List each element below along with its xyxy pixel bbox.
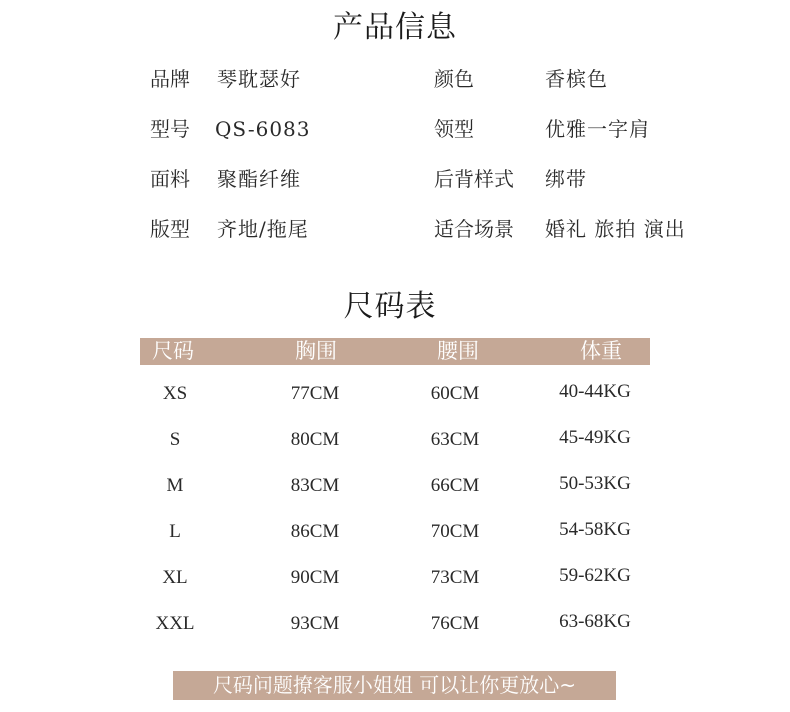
table-cell-waist: 66CM	[430, 475, 480, 496]
table-cell-bust: 80CM	[290, 429, 340, 450]
info-label-color: 颜色	[434, 67, 474, 91]
table-cell-bust: 93CM	[290, 613, 340, 634]
table-cell-waist: 60CM	[430, 383, 480, 404]
info-label-neckline: 领型	[434, 117, 474, 141]
table-cell-size: XXL	[155, 613, 195, 634]
info-value-neckline: 优雅一字肩	[545, 117, 650, 141]
size-chart-title: 尺码表	[343, 289, 437, 324]
table-cell-weight: 54-58KG	[559, 519, 631, 540]
info-label-occasion: 适合场景	[434, 217, 514, 241]
product-info-title: 产品信息	[333, 10, 457, 45]
table-cell-bust: 83CM	[290, 475, 340, 496]
info-value-fabric: 聚酯纤维	[217, 167, 301, 191]
table-cell-size: XS	[162, 383, 188, 404]
info-value-back-style: 绑带	[545, 167, 587, 191]
info-label-back-style: 后背样式	[434, 167, 514, 191]
header-waist: 腰围	[437, 339, 479, 363]
table-cell-bust: 77CM	[290, 383, 340, 404]
info-value-fit: 齐地/拖尾	[217, 217, 309, 241]
info-label-fit: 版型	[150, 217, 190, 241]
info-value-brand: 琴耽瑟好	[217, 67, 301, 91]
table-cell-bust: 90CM	[290, 567, 340, 588]
size-chart-header	[140, 338, 650, 365]
table-cell-waist: 76CM	[430, 613, 480, 634]
info-value-color: 香槟色	[545, 67, 608, 91]
table-cell-bust: 86CM	[290, 521, 340, 542]
info-value-occasion: 婚礼 旅拍 演出	[545, 217, 686, 241]
header-bust: 胸围	[295, 339, 337, 363]
table-cell-waist: 63CM	[430, 429, 480, 450]
table-cell-weight: 40-44KG	[559, 381, 631, 402]
table-cell-size: M	[166, 475, 184, 496]
header-weight: 体重	[580, 339, 622, 363]
table-cell-weight: 50-53KG	[559, 473, 631, 494]
info-value-model: QS-6083	[215, 117, 311, 141]
table-cell-weight: 45-49KG	[559, 427, 631, 448]
table-cell-size: S	[169, 429, 181, 450]
table-cell-size: L	[169, 521, 181, 542]
table-cell-size: XL	[162, 567, 188, 588]
table-cell-weight: 59-62KG	[559, 565, 631, 586]
table-cell-weight: 63-68KG	[559, 611, 631, 632]
table-cell-waist: 70CM	[430, 521, 480, 542]
customer-service-banner: 尺码问题撩客服小姐姐 可以让你更放心~	[173, 671, 616, 700]
info-label-model: 型号	[150, 117, 190, 141]
table-cell-waist: 73CM	[430, 567, 480, 588]
info-label-brand: 品牌	[150, 67, 190, 91]
header-size: 尺码	[152, 339, 194, 363]
info-label-fabric: 面料	[150, 167, 190, 191]
